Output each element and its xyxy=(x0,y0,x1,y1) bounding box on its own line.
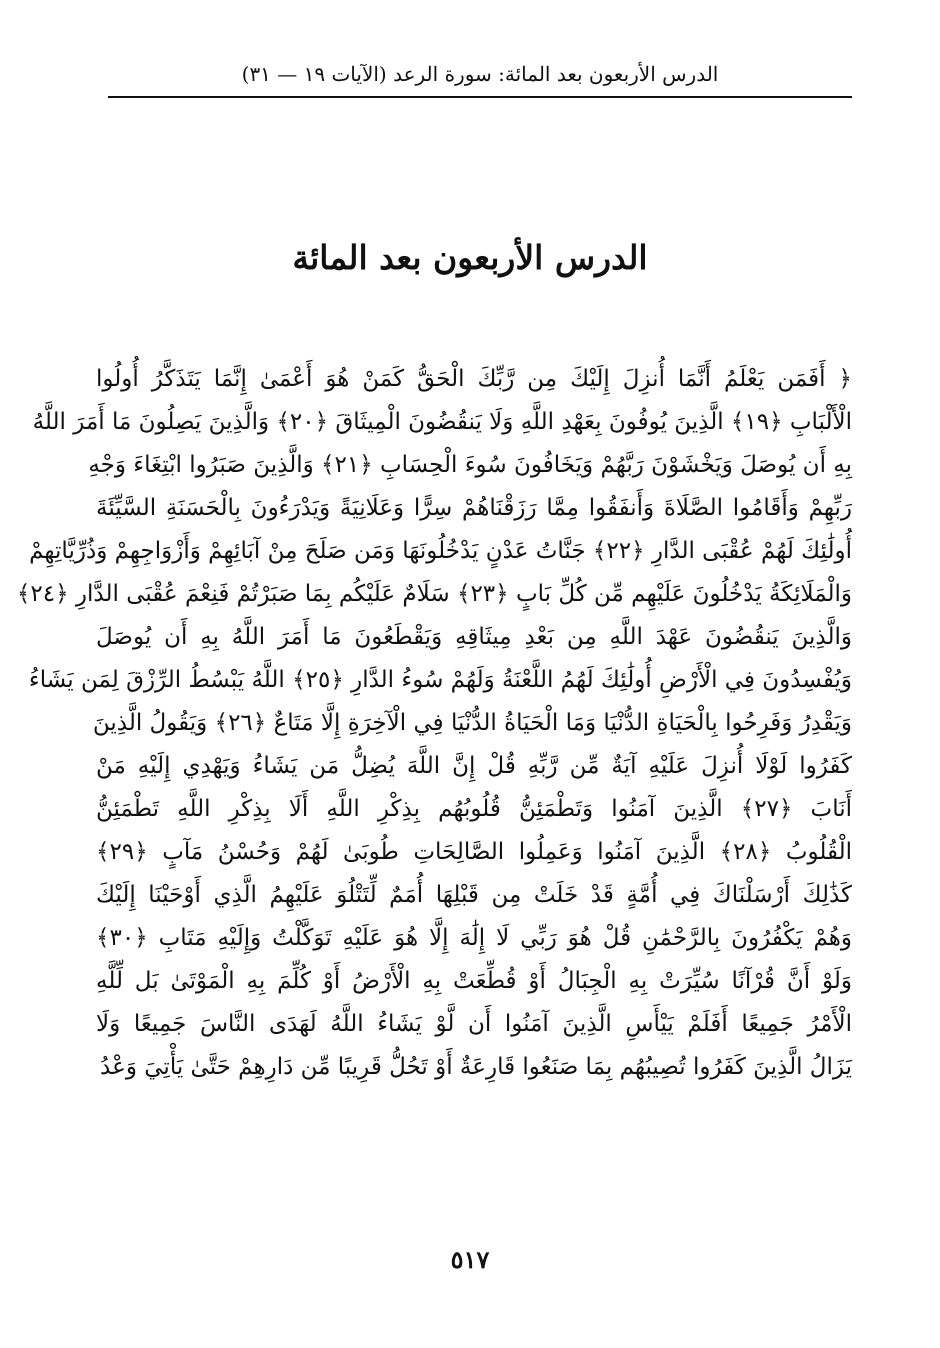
running-header: الدرس الأربعون بعد المائة: سورة الرعد (الآيات ١٩ — ٣١) xyxy=(241,62,719,86)
verse-line: الْأَمْرُ جَمِيعًا أَفَلَمْ يَيْأَسِ الَّذِينَ آمَنُوا أَن لَّوْ يَشَاءُ اللَّهُ لَهَدَى النَّاسَ جَمِيعًا وَلَا xyxy=(96,1011,852,1037)
verse-line: أَنَابَ ﴿٢٧﴾ الَّذِينَ آمَنُوا وَتَطْمَئِنُّ قُلُوبُهُم بِذِكْرِ اللَّهِ أَلَا بِذِكْرِ اللَّهِ تَطْمَئِنُّ xyxy=(96,796,852,822)
verse-line: أُولَٰئِكَ لَهُمْ عُقْبَى الدَّارِ ﴿٢٢﴾ جَنَّاتُ عَدْنٍ يَدْخُلُونَهَا وَمَن صَلَحَ مِنْ آبَائِهِمْ وَأَزْوَاجِهِمْ وَذُرِّيَّاتِهِمْ xyxy=(29,538,852,564)
verse-line: يَزَالُ الَّذِينَ كَفَرُوا تُصِيبُهُم بِمَا صَنَعُوا قَارِعَةٌ أَوْ تَحُلُّ قَرِيبًا مِّن دَارِهِمْ حَتَّىٰ يَأْتِيَ وَعْدُ xyxy=(100,1054,852,1080)
verse-line: وَلَوْ أَنَّ قُرْآنًا سُيِّرَتْ بِهِ الْجِبَالُ أَوْ قُطِّعَتْ بِهِ الْأَرْضُ أَوْ كُلِّمَ بِهِ الْمَوْتَىٰ بَل لِّلَّهِ xyxy=(96,968,852,994)
verse-line: بِهِ أَن يُوصَلَ وَيَخْشَوْنَ رَبَّهُمْ وَيَخَافُونَ سُوءَ الْحِسَابِ ﴿٢١﴾ وَالَّذِينَ صَبَرُوا ابْتِغَاءَ وَجْهِ xyxy=(88,452,852,478)
verse-line: وَهُمْ يَكْفُرُونَ بِالرَّحْمَٰنِ قُلْ هُوَ رَبِّي لَا إِلَٰهَ إِلَّا هُوَ عَلَيْهِ تَوَكَّلْتُ وَإِلَيْهِ مَتَابِ ﴿٣٠﴾ xyxy=(96,925,852,951)
verse-line: وَيَقْدِرُ وَفَرِحُوا بِالْحَيَاةِ الدُّنْيَا وَمَا الْحَيَاةُ الدُّنْيَا فِي الْآخِرَةِ إِلَّا مَتَاعٌ ﴿٢٦﴾ وَيَقُولُ الَّذِينَ xyxy=(92,710,852,736)
lesson-title: الدرس الأربعون بعد المائة xyxy=(292,238,648,277)
verse-line: كَفَرُوا لَوْلَا أُنزِلَ عَلَيْهِ آيَةٌ مِّن رَّبِّهِ قُلْ إِنَّ اللَّهَ يُضِلُّ مَن يَشَاءُ وَيَهْدِي إِلَيْهِ مَنْ xyxy=(96,753,852,779)
verse-line: رَبِّهِمْ وَأَقَامُوا الصَّلَاةَ وَأَنفَقُوا مِمَّا رَزَقْنَاهُمْ سِرًّا وَعَلَانِيَةً وَيَدْرَءُونَ بِالْحَسَنَةِ السَّيِّئَةَ xyxy=(96,495,852,521)
verse-line: ﴿ أَفَمَن يَعْلَمُ أَنَّمَا أُنزِلَ إِلَيْكَ مِن رَّبِّكَ الْحَقُّ كَمَنْ هُوَ أَعْمَىٰ إِنَّمَا يَتَذَكَّرُ أُولُوا xyxy=(96,366,852,392)
verse-line: الْأَلْبَابِ ﴿١٩﴾ الَّذِينَ يُوفُونَ بِعَهْدِ اللَّهِ وَلَا يَنقُضُونَ الْمِيثَاقَ ﴿٢٠﴾ وَالَّذِينَ يَصِلُونَ مَا أَمَرَ اللَّهُ xyxy=(32,409,852,435)
verse-line: كَذَٰلِكَ أَرْسَلْنَاكَ فِي أُمَّةٍ قَدْ خَلَتْ مِن قَبْلِهَا أُمَمٌ لِّتَتْلُوَ عَلَيْهِمُ الَّذِي أَوْحَيْنَا إِلَيْكَ xyxy=(96,882,852,908)
verse-line: وَيُفْسِدُونَ فِي الْأَرْضِ أُولَٰئِكَ لَهُمُ اللَّعْنَةُ وَلَهُمْ سُوءُ الدَّارِ ﴿٢٥﴾ اللَّهُ يَبْسُطُ الرِّزْقَ لِمَن يَشَاءُ xyxy=(28,667,852,693)
verse-line: وَالْمَلَائِكَةُ يَدْخُلُونَ عَلَيْهِم مِّن كُلِّ بَابٍ ﴿٢٣﴾ سَلَامٌ عَلَيْكُم بِمَا صَبَرْتُمْ فَنِعْمَ عُقْبَى الدَّارِ ﴿٢٤﴾ xyxy=(16,581,852,607)
verse-line: الْقُلُوبُ ﴿٢٨﴾ الَّذِينَ آمَنُوا وَعَمِلُوا الصَّالِحَاتِ طُوبَىٰ لَهُمْ وَحُسْنُ مَآبٍ ﴿٢٩﴾ xyxy=(96,839,852,865)
page-number: ٥١٧ xyxy=(450,1245,490,1274)
verse-line: وَالَّذِينَ يَنقُضُونَ عَهْدَ اللَّهِ مِن بَعْدِ مِيثَاقِهِ وَيَقْطَعُونَ مَا أَمَرَ اللَّهُ بِهِ أَن يُوصَلَ xyxy=(96,624,852,650)
verse-block xyxy=(16,358,852,1218)
header-rule xyxy=(108,96,852,98)
